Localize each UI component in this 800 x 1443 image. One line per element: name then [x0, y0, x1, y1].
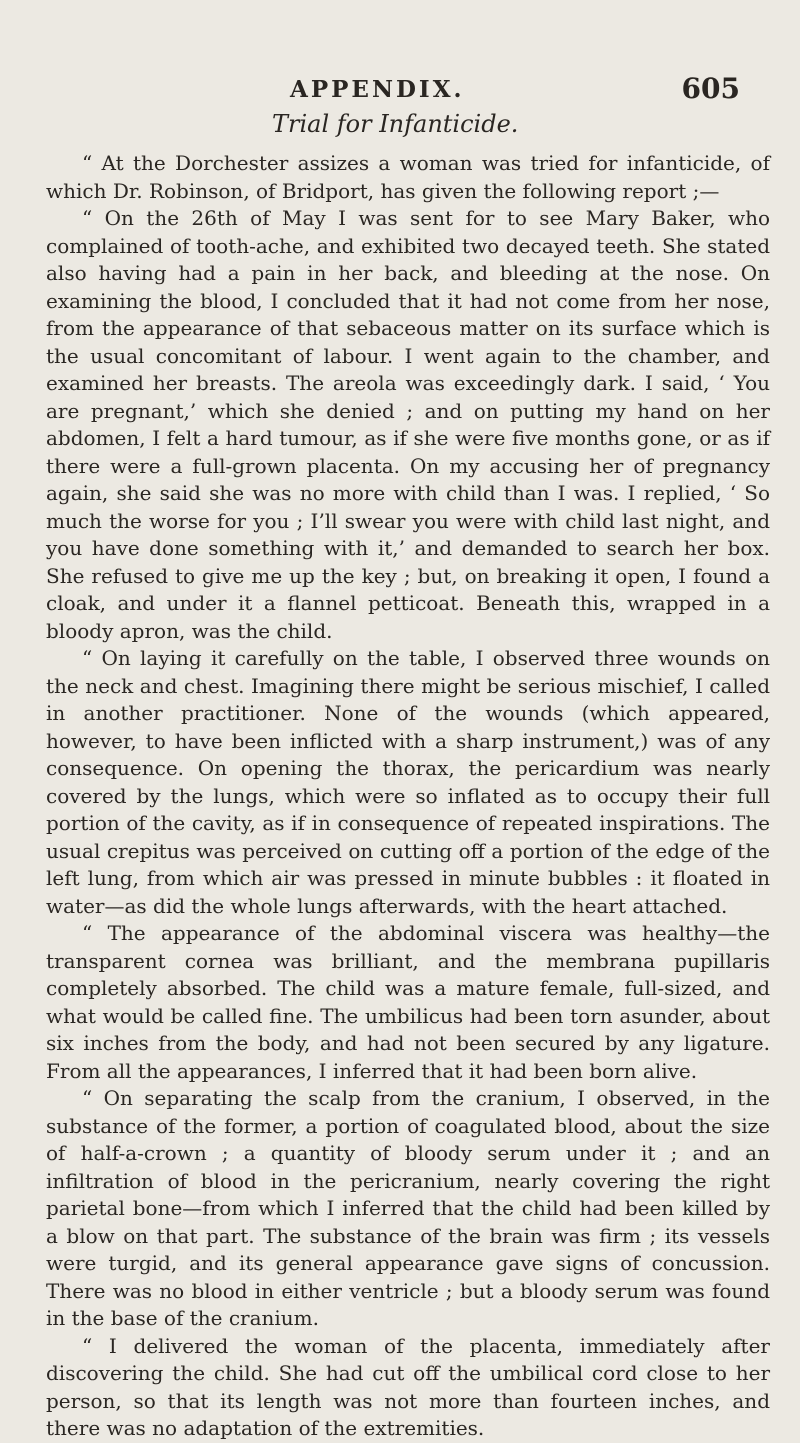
paragraph: “ On laying it carefully on the table, I observed three wounds on the neck and chest. Imagining there might be serious mischief, I called in another practitioner. None of the wounds (which appeared, however, to have been inflicted with a sharp instrument,) was of any consequence. On opening the thorax, the pericardium was nearly covered by the lungs, which were so inflated as to occupy their full portion of the cavity, as if in consequence of repeated inspirations. The usual crepitus was perceived on cutting off a portion of the edge of the left lung, from which air was pressed in minute bubbles : it floated in water—as did the whole lungs afterwards, with the heart attached.	[46, 646, 770, 918]
paragraph: “ On separating the scalp from the cranium, I observed, in the substance of the former, a portion of coagulated blood, about the size of half-a-crown ; a quantity of bloody serum under it ; and an infiltration of blood in the pericranium, nearly covering the right parietal bone—from which I inferred that the child had been killed by a blow on that part. The substance of the brain was firm ; its vessels were turgid, and its general appearance gave signs of concussion. There was no blood in either ventricle ; but a bloody serum was found in the base of the cranium.	[46, 1086, 770, 1330]
paragraph: “ At the Dorchester assizes a woman was tried for infanticide, of which Dr. Robinson, of Bridport, has given the following report ;—	[46, 151, 770, 203]
running-title: APPENDIX.	[290, 76, 465, 103]
paragraph: “ I delivered the woman of the placenta, immediately after discovering the child. She had cut off the umbilical cord close to her person, so that its length was not more than fourteen inches, and there was no adaptation of the extremities.	[46, 1333, 770, 1440]
running-head	[46, 72, 764, 112]
paragraph: “ The appearance of the abdominal viscera was healthy—the transparent cornea was brilliant, and the membrana pupillaris completely absorbed. The child was a mature female, full-sized, and what would be called fine. The umbilicus had been torn asunder, about six inches from the body, and had not been secured by any ligature. From all the appearances, I inferred that it had been born alive.	[46, 921, 770, 1083]
page-number: 605	[681, 72, 740, 105]
section-title: Trial for Infanticide.	[272, 110, 519, 138]
paragraph: “ On the 26th of May I was sent for to see Mary Baker, who complained of tooth-ache, and exhibited two decayed teeth. She stated also having had a pain in her back, and bleeding at the nose. On examining the blood, I concluded that it had not come from her nose, from the appearance of that sebaceous matter on its surface which is the usual concomitant of labour. I went again to the chamber, and examined her breasts. The areola was exceedingly dark. I said, ‘ You are pregnant,’ which she denied ; and on putting my hand on her abdomen, I felt a hard tumour, as if she were five months gone, or as if there were a full-grown placenta. On my accusing her of pregnancy again, she said she was no more with child than I was. I replied, ‘ So much the worse for you ; I’ll swear you were with child last night, and you have done something with it,’ and demanded to search her box. She refused to give me up the key ; but, on breaking it open, I found a cloak, and under it a flannel petticoat. Beneath this, wrapped in a bloody apron, was the child.	[46, 206, 770, 643]
body-text	[46, 150, 770, 1443]
